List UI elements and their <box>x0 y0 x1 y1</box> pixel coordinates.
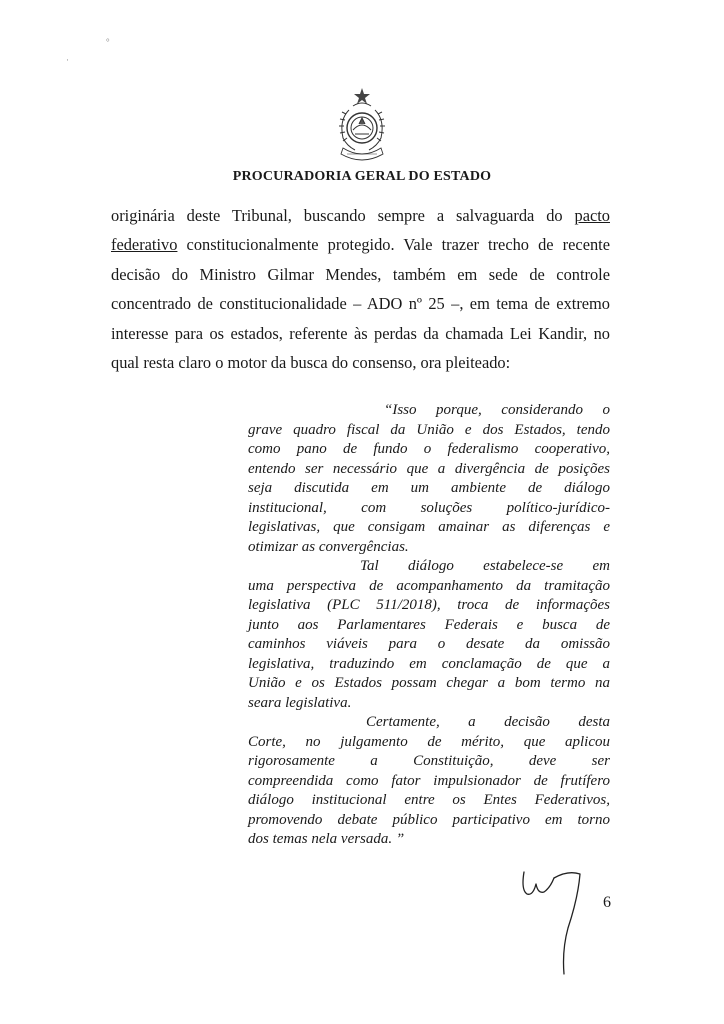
quote-line: como pano de fundo o federalismo cooperativo, <box>248 441 610 457</box>
quote-line: legislativas, que consigam amainar as diferenças e <box>248 519 610 535</box>
quote-line: institucional, com soluções político-jurídico- <box>248 499 610 516</box>
quote-line: caminhos viáveis para o desate da omissão <box>248 636 610 652</box>
quote-line: seara legislativa. <box>248 694 352 711</box>
quote-line: “Isso porque, considerando o <box>384 402 610 418</box>
body-line: federativo constitucionalmente protegido. Vale trazer trecho de recente <box>111 235 610 255</box>
quote-line: Corte, no julgamento de mérito, que aplicou <box>248 733 610 750</box>
institution-heading: PROCURADORIA GERAL DO ESTADO <box>232 169 492 184</box>
quote-line: União e os Estados possam chegar a bom termo na <box>248 675 610 691</box>
scan-speck: ° <box>106 37 110 47</box>
state-coat-of-arms-icon <box>331 86 393 166</box>
quote-line: rigorosamente a Constituição, deve ser <box>248 753 610 769</box>
quote-line: promovendo debate público participativo em torno <box>248 811 610 828</box>
quote-line: junto aos Parlamentares Federais e busca de <box>248 616 610 633</box>
underlined-term: pacto <box>574 206 610 225</box>
quote-line: legislativa (PLC 511/2018), troca de informações <box>248 597 610 613</box>
body-line: originária deste Tribunal, buscando sempre a salvaguarda do pacto <box>111 206 610 225</box>
block-quote <box>248 401 610 850</box>
quote-line: Tal diálogo estabelece-se em <box>360 558 610 574</box>
quote-line: legislativa, traduzindo em conclamação de que a <box>248 655 610 672</box>
body-line: concentrado de constitucionalidade – ADO nº 25 –, em tema de extremo <box>111 294 610 314</box>
quote-line: entendo ser necessário que a divergência de posições <box>248 460 610 477</box>
underlined-term: federativo <box>111 235 178 255</box>
quote-line: seja discutida em um ambiente de diálogo <box>248 480 610 496</box>
quote-line: dos temas nela versada. ” <box>248 831 405 847</box>
body-line: decisão do Ministro Gilmar Mendes, também em sede de controle <box>111 264 610 284</box>
body-paragraph <box>111 201 610 377</box>
quote-line: compreendida como fator impulsionador de frutífero <box>248 772 610 789</box>
quote-line: diálogo institucional entre os Entes Federativos, <box>248 792 610 808</box>
body-line: qual resta claro o motor da busca do consenso, ora pleiteado: <box>111 352 511 372</box>
quote-line: otimizar as convergências. <box>248 538 409 555</box>
page-number: 6 <box>603 894 611 911</box>
quote-line: grave quadro fiscal da União e dos Estados, tendo <box>248 421 610 438</box>
quote-line: uma perspectiva de acompanhamento da tramitação <box>248 577 610 594</box>
quote-line: Certamente, a decisão desta <box>366 714 610 730</box>
body-line: interesse para os estados, referente às perdas da chamada Lei Kandir, no <box>111 323 610 343</box>
scan-speck: · <box>66 55 69 65</box>
handwritten-initials-signature <box>518 868 588 980</box>
